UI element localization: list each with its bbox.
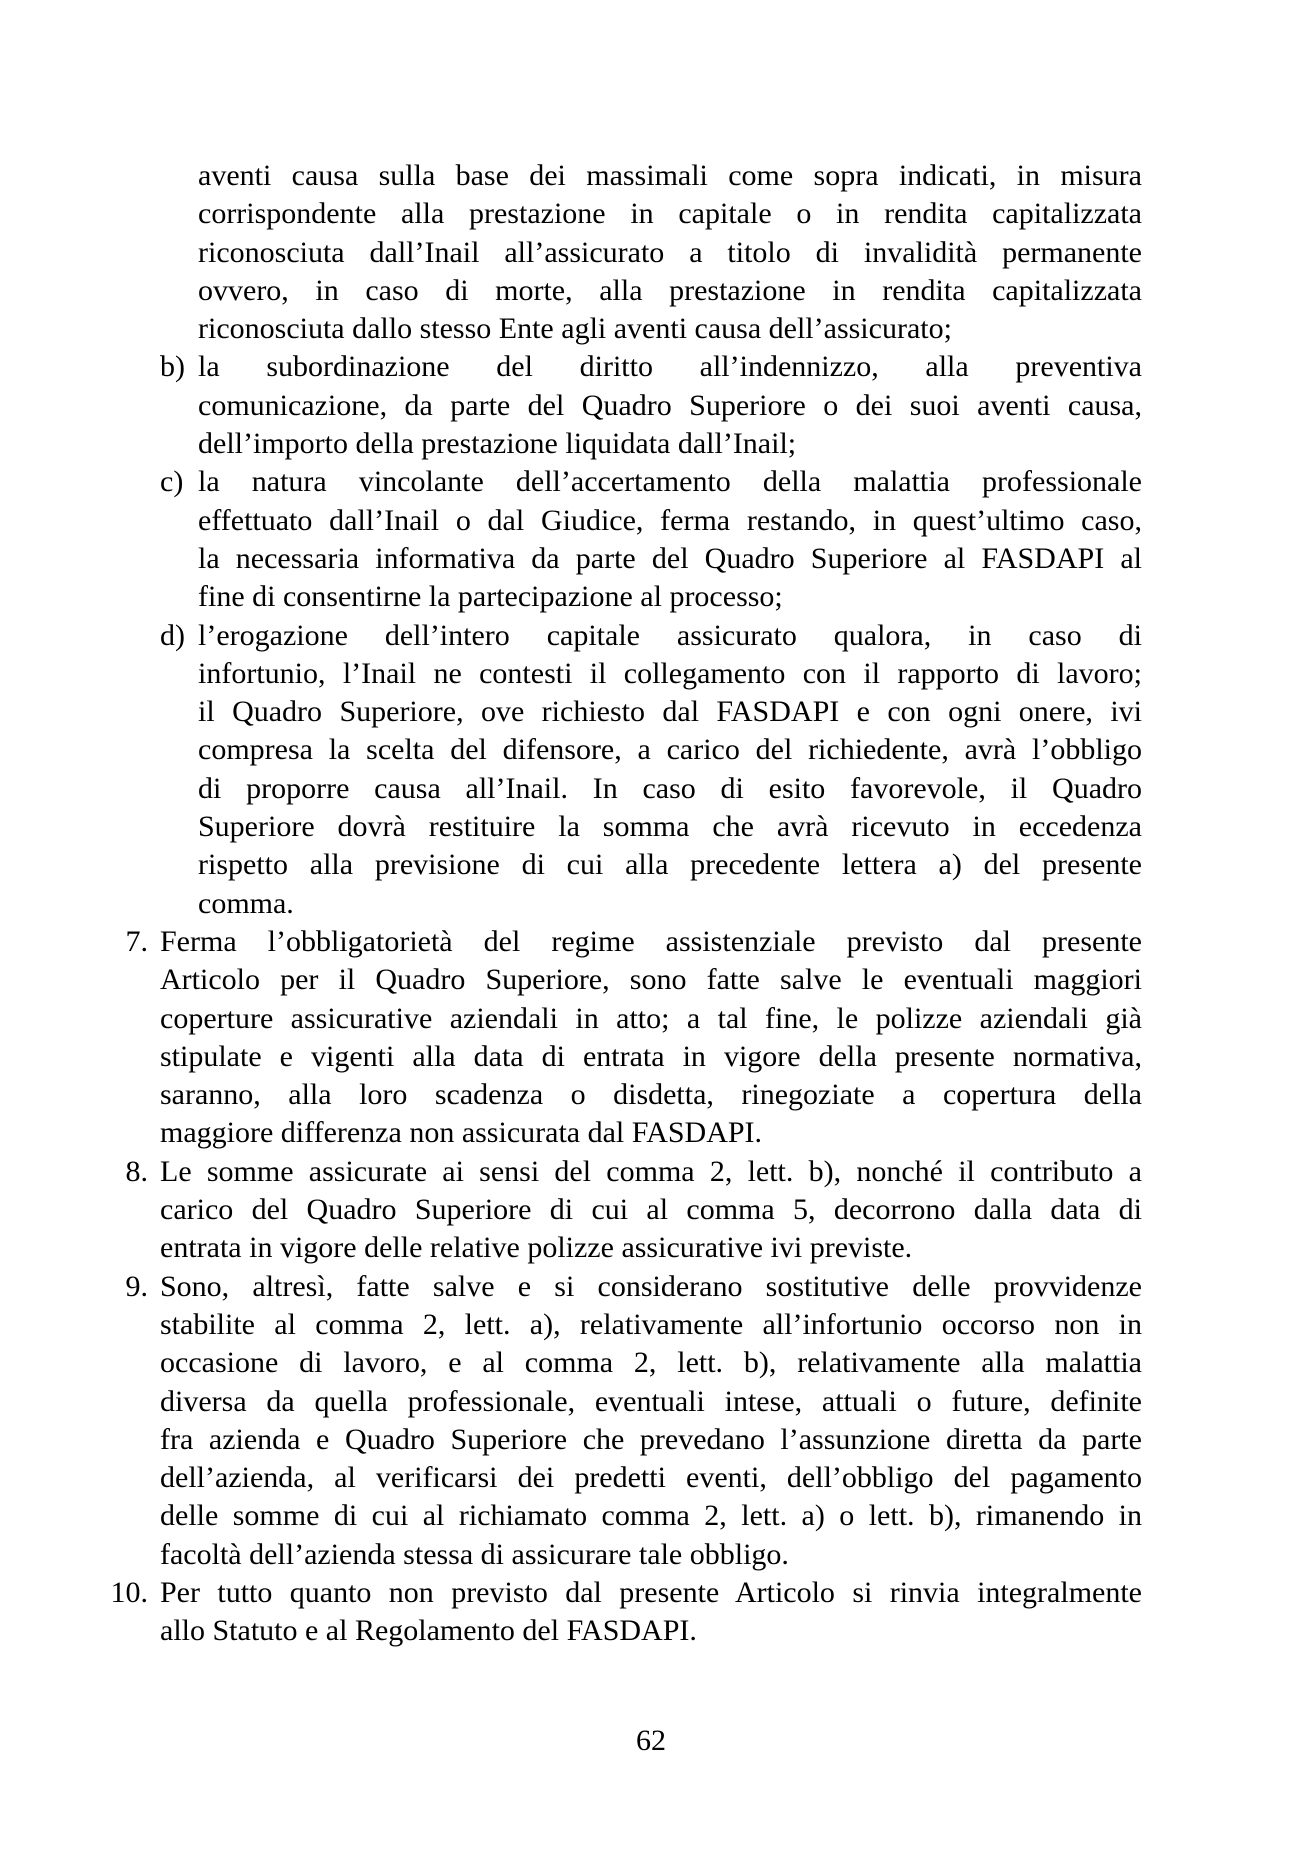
list-item <box>0 157 1300 348</box>
text-line: rispetto alla previsione di cui alla precedente lettera a) del presente <box>198 848 1142 882</box>
text-line: Articolo per il Quadro Superiore, sono fatte salve le eventuali maggiori <box>160 963 1142 997</box>
text-line: Per tutto quanto non previsto dal presente Articolo si rinvia integralmente <box>160 1575 1142 1609</box>
text-line: saranno, alla loro scadenza o disdetta, rinegoziate a copertura della <box>160 1078 1142 1112</box>
text-line: maggiore differenza non assicurata dal FASDAPI. <box>160 1116 763 1150</box>
list-marker: d) <box>160 618 185 652</box>
list-item <box>0 617 1300 923</box>
list-item <box>0 1153 1300 1268</box>
text-line: fra azienda e Quadro Superiore che prevedano l’assunzione diretta da parte <box>160 1422 1142 1456</box>
text-line: fine di consentirne la partecipazione al processo; <box>198 580 783 614</box>
list-item <box>0 348 1300 463</box>
list-marker: 9. <box>125 1269 148 1303</box>
text-line: comunicazione, da parte del Quadro Superiore o dei suoi aventi causa, <box>198 388 1142 422</box>
text-line: facoltà dell’azienda stessa di assicurare tale obbligo. <box>160 1537 789 1571</box>
text-line: Sono, altresì, fatte salve e si considerano sostitutive delle provvidenze <box>160 1269 1142 1303</box>
paragraph-lines <box>198 157 1142 348</box>
text-line: la necessaria informativa da parte del Quadro Superiore al FASDAPI al <box>198 541 1142 575</box>
paragraph-lines <box>198 463 1142 616</box>
paragraph-lines <box>160 1153 1142 1268</box>
document-body <box>0 157 1300 1651</box>
text-line: dell’azienda, al verificarsi dei predetti eventi, dell’obbligo del pagamento <box>160 1461 1142 1495</box>
text-line: infortunio, l’Inail ne contesti il collegamento con il rapporto di lavoro; <box>198 656 1142 690</box>
text-line: di proporre causa all’Inail. In caso di esito favorevole, il Quadro <box>198 771 1142 805</box>
text-line: coperture assicurative aziendali in atto; a tal fine, le polizze aziendali già <box>160 1001 1142 1035</box>
text-line: Le somme assicurate ai sensi del comma 2, lett. b), nonché il contributo a <box>160 1154 1142 1188</box>
text-line: la natura vincolante dell’accertamento della malattia professionale <box>198 465 1142 499</box>
text-line: riconosciuta dall’Inail all’assicurato a titolo di invalidità permanente <box>198 235 1142 269</box>
text-line: Ferma l’obbligatorietà del regime assistenziale previsto dal presente <box>160 924 1142 958</box>
text-line: effettuato dall’Inail o dal Giudice, ferma restando, in quest’ultimo caso, <box>198 503 1142 537</box>
paragraph-lines <box>198 617 1142 923</box>
text-line: ovvero, in caso di morte, alla prestazione in rendita capitalizzata <box>198 273 1142 307</box>
text-line: comma. <box>198 886 294 920</box>
paragraph-lines <box>160 1268 1142 1574</box>
text-line: il Quadro Superiore, ove richiesto dal FASDAPI e con ogni onere, ivi <box>198 695 1142 729</box>
list-item <box>0 463 1300 616</box>
text-line: stipulate e vigenti alla data di entrata in vigore della presente normativa, <box>160 1039 1142 1073</box>
text-line: diversa da quella professionale, eventuali intese, attuali o future, definite <box>160 1384 1142 1418</box>
text-line: dell’importo della prestazione liquidata dall’Inail; <box>198 427 797 461</box>
list-marker: c) <box>160 465 184 499</box>
list-marker: 7. <box>125 924 148 958</box>
text-line: Superiore dovrà restituire la somma che avrà ricevuto in eccedenza <box>198 810 1142 844</box>
list-marker: 8. <box>125 1154 148 1188</box>
text-line: delle somme di cui al richiamato comma 2, lett. a) o lett. b), rimanendo in <box>160 1499 1142 1533</box>
list-item <box>0 1574 1300 1651</box>
text-line: aventi causa sulla base dei massimali come sopra indicati, in misura <box>198 159 1142 192</box>
list-marker: b) <box>160 350 185 384</box>
text-line: la subordinazione del diritto all’indennizzo, alla preventiva <box>198 350 1142 384</box>
paragraph-lines <box>198 348 1142 463</box>
text-line: stabilite al comma 2, lett. a), relativamente all’infortunio occorso non in <box>160 1307 1142 1341</box>
page-number: 62 <box>636 1724 666 1757</box>
text-line: riconosciuta dallo stesso Ente agli aventi causa dell’assicurato; <box>198 312 952 346</box>
text-line: entrata in vigore delle relative polizze assicurative ivi previste. <box>160 1231 913 1265</box>
text-line: allo Statuto e al Regolamento del FASDAPI. <box>160 1614 697 1648</box>
text-line: occasione di lavoro, e al comma 2, lett. b), relativamente alla malattia <box>160 1346 1142 1380</box>
text-line: carico del Quadro Superiore di cui al comma 5, decorrono dalla data di <box>160 1193 1142 1227</box>
text-line: compresa la scelta del difensore, a carico del richiedente, avrà l’obbligo <box>198 733 1142 767</box>
list-marker: 10. <box>110 1575 148 1609</box>
list-item <box>0 923 1300 1153</box>
paragraph-lines <box>160 1574 1142 1651</box>
list-item <box>0 1268 1300 1574</box>
text-line: corrispondente alla prestazione in capitale o in rendita capitalizzata <box>198 197 1142 231</box>
text-line: l’erogazione dell’intero capitale assicurato qualora, in caso di <box>198 618 1142 652</box>
paragraph-lines <box>160 923 1142 1153</box>
